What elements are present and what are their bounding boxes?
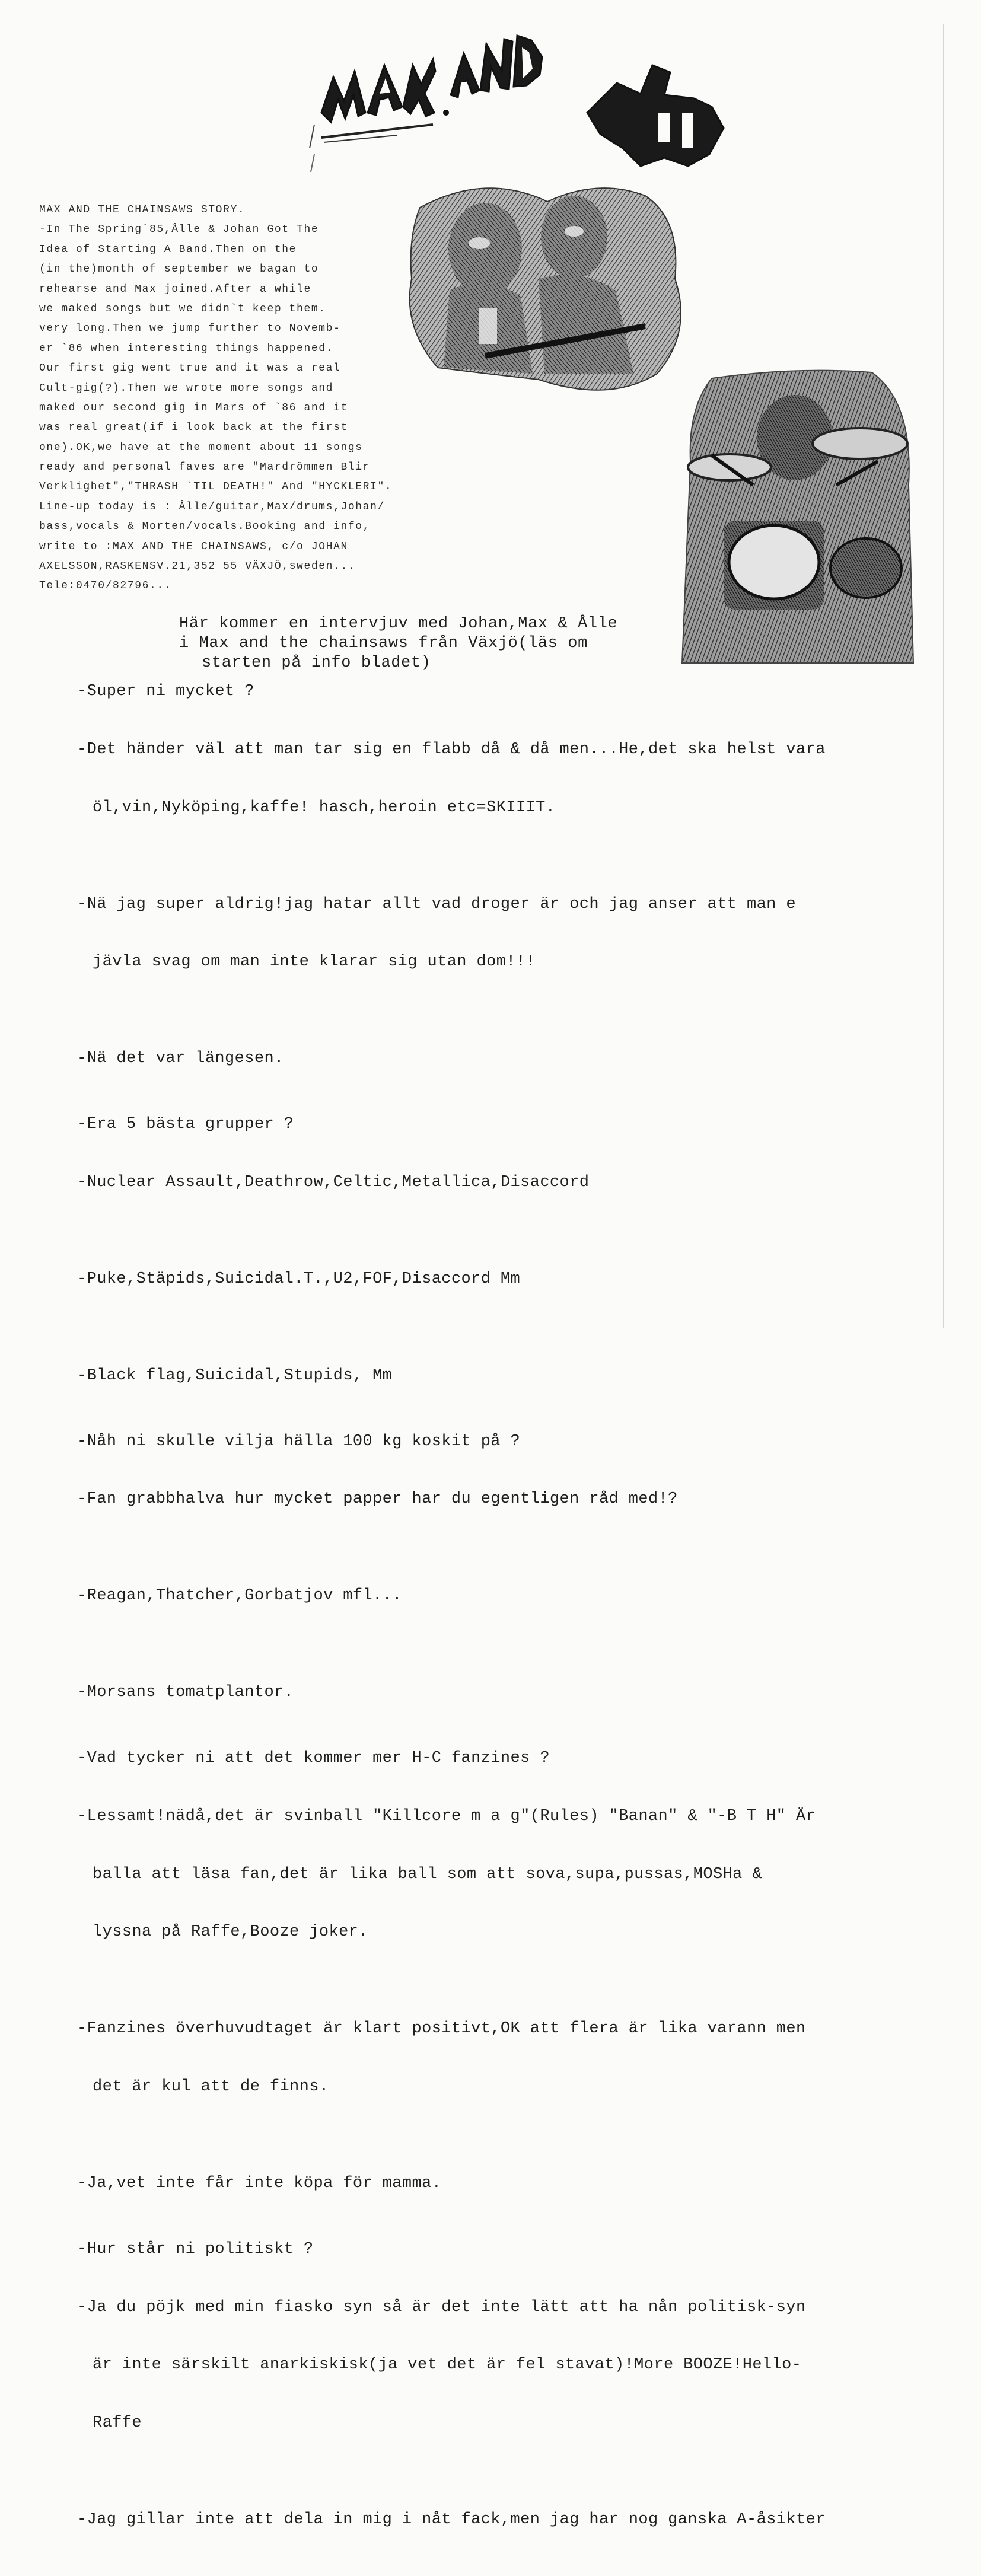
question: -Nåh ni skulle vilja hälla 100 kg koskit på ? bbox=[77, 1432, 521, 1450]
answer bbox=[77, 1548, 931, 1644]
intro-line: Här kommer en intervjuv med Johan,Max & Ålle bbox=[179, 615, 618, 633]
band-photo-image bbox=[396, 178, 699, 415]
story-line: Cult-gig(?).Then we wrote more songs and bbox=[39, 382, 334, 394]
story-line: bass,vocals & Morten/vocals.Booking and info, bbox=[39, 521, 371, 533]
story-line: was real great(if i look back at the first bbox=[39, 422, 348, 434]
story-line: Our first gig went true and it was a real bbox=[39, 362, 341, 375]
story-title: MAX AND THE CHAINSAWS STORY. bbox=[39, 204, 246, 216]
intro-line: starten på info bladet) bbox=[202, 654, 431, 672]
answer-line: -Nuclear Assault,Deathrow,Celtic,Metallica,Disaccord bbox=[77, 1173, 590, 1191]
answer bbox=[77, 1231, 931, 1328]
answer bbox=[77, 2135, 931, 2232]
answer-line: -Puke,Stäpids,Suicidal.T.,U2,FOF,Disaccord Mm bbox=[77, 1270, 521, 1288]
answer-line: Raffe bbox=[93, 2414, 142, 2432]
answer bbox=[77, 1768, 931, 1981]
question: -Era 5 bästa grupper ? bbox=[77, 1115, 294, 1134]
story-line: maked our second gig in Mars of `86 and it bbox=[39, 401, 348, 414]
answer-line: -Fan grabbhalva hur mycket papper har du egentligen råd med!? bbox=[77, 1490, 678, 1509]
answer-line: -Nä jag super aldrig!jag hatar allt vad droger är och jag anser att man e bbox=[77, 895, 796, 913]
answer-line: -Morsans tomatplantor. bbox=[77, 1684, 294, 1702]
qa-block bbox=[77, 1115, 931, 1424]
story-line: Idea of Starting A Band.Then on the bbox=[39, 243, 297, 256]
qa-block bbox=[77, 1432, 931, 1742]
answer bbox=[77, 1644, 931, 1741]
answer-line: -Ja du pöjk med min fiasko syn så är det inte lätt att ha nån politisk-syn bbox=[77, 2298, 806, 2316]
answer bbox=[77, 1328, 931, 1424]
answer-line: -Ja,vet inte får inte köpa för mamma. bbox=[77, 2175, 442, 2193]
answer-line: jävla svag om man inte klarar sig utan dom!!! bbox=[93, 953, 536, 971]
interview bbox=[77, 682, 931, 2576]
story-line: -In The Spring`85,Ålle & Johan Got The bbox=[39, 224, 319, 236]
answer-line: -Reagan,Thatcher,Gorbatjov mfl... bbox=[77, 1587, 402, 1605]
answer bbox=[77, 702, 931, 856]
story-line: er `86 when interesting things happened. bbox=[39, 342, 334, 355]
answer-line: -Nä det var längesen. bbox=[77, 1050, 284, 1068]
story-line: (in the)month of september we bagan to bbox=[39, 263, 319, 276]
story-line: rehearse and Max joined.After a while bbox=[39, 283, 311, 295]
band-logo bbox=[308, 24, 842, 202]
answer-line: -Jag gillar inte att dela in mig i nåt fack,men jag har nog ganska A-åsikter bbox=[77, 2511, 826, 2529]
question: -Vad tycker ni att det kommer mer H-C fanzines ? bbox=[77, 1749, 550, 1768]
answer-line: -Lessamt!nädå,det är svinball "Killcore m a g"(Rules) "Banan" & "-B T H" Är bbox=[77, 1807, 816, 1825]
scan-margin-mark bbox=[943, 24, 944, 1328]
answer bbox=[77, 1134, 931, 1231]
qa-block bbox=[77, 1749, 931, 2232]
story-line: write to :MAX AND THE CHAINSAWS, c/o JOHAN bbox=[39, 540, 348, 553]
question: -Super ni mycket ? bbox=[77, 683, 254, 700]
answer-line: det är kul att de finns. bbox=[93, 2078, 329, 2096]
answer-line: -Black flag,Suicidal,Stupids, Mm bbox=[77, 1366, 393, 1385]
logo-artwork bbox=[308, 24, 842, 202]
story-line: Line-up today is : Ålle/guitar,Max/drums,Johan/ bbox=[39, 500, 385, 513]
story-line: Tele:0470/82796... bbox=[39, 580, 172, 592]
answer bbox=[77, 1981, 931, 2135]
answer bbox=[77, 1010, 931, 1107]
answer-line: öl,vin,Nyköping,kaffe! hasch,heroin etc=SKIIIT. bbox=[93, 798, 556, 817]
answer bbox=[77, 2472, 931, 2568]
answer-line: -Det händer väl att man tar sig en flabb då & då men...He,det ska helst vara bbox=[77, 740, 826, 758]
answer-line: är inte särskilt anarkiskisk(ja vet det är fel stavat)!More BOOZE!Hello- bbox=[93, 2356, 802, 2374]
story-line: ready and personal faves are "Mardrömmen Blir bbox=[39, 461, 371, 474]
answer bbox=[77, 2259, 931, 2472]
question: -Hur står ni politiskt ? bbox=[77, 2240, 314, 2258]
story-line: very long.Then we jump further to Novemb- bbox=[39, 323, 341, 335]
band-story bbox=[39, 200, 395, 597]
answer bbox=[77, 856, 931, 1010]
answer-line: balla att läsa fan,det är lika ball som att sova,supa,pussas,MOSHa & bbox=[93, 1865, 762, 1883]
story-line: one).OK,we have at the moment about 11 songs bbox=[39, 441, 363, 454]
interview-intro bbox=[179, 614, 713, 673]
band-photo bbox=[396, 178, 699, 415]
answer-line: lyssna på Raffe,Booze joker. bbox=[93, 1923, 368, 1941]
story-line: Verklighet","THRASH `TIL DEATH!" And "HYCKLERI". bbox=[39, 481, 393, 493]
answer bbox=[77, 1451, 931, 1548]
story-line: AXELSSON,RASKENSV.21,352 55 VÄXJÖ,sweden... bbox=[39, 560, 356, 573]
story-line: we maked songs but we didn`t keep them. bbox=[39, 302, 326, 315]
intro-line: i Max and the chainsaws från Växjö(läs om bbox=[179, 635, 588, 652]
qa-block bbox=[77, 2240, 931, 2568]
answer-line: -Fanzines överhuvudtaget är klart positivt,OK att flera är lika varann men bbox=[77, 2020, 806, 2038]
qa-block bbox=[77, 682, 931, 1107]
